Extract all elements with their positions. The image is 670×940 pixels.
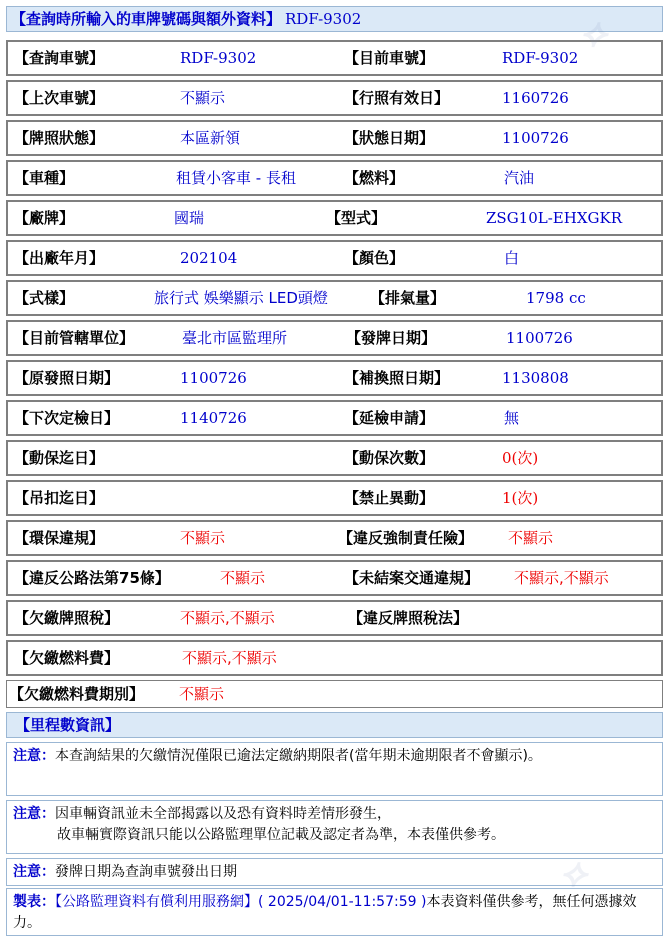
label-next-inspection: 【下次定檢日】	[14, 409, 120, 427]
info-row-license-tax-arrears	[6, 600, 663, 636]
value-environment-violation: 不顯示	[180, 529, 226, 547]
label-transfer-prohibited: 【禁止異動】	[344, 489, 435, 507]
info-row-plate-status	[6, 120, 663, 156]
value-fuel-fee-arrears: 不顯示,不顯示	[182, 649, 277, 667]
label-status-date: 【狀態日期】	[344, 129, 435, 147]
value-displacement: 1798 cc	[526, 289, 586, 307]
footer-text: 本表資料僅供參考，無任何憑據效力。	[13, 894, 637, 931]
info-row-body-style	[6, 280, 663, 316]
note-disclosure	[6, 800, 663, 854]
note-disclosure-line2: 故車輛實際資訊只能以公路監理單位記載及認定者為準，本表僅供參考。	[57, 827, 505, 843]
label-vehicle-type: 【車種】	[14, 169, 75, 187]
value-license-tax-arrears: 不顯示,不顯示	[180, 609, 275, 627]
value-license-valid-date: 1160726	[502, 89, 569, 107]
label-plate-issue-date: 【發牌日期】	[346, 329, 437, 347]
value-chattel-mortgage-count: 0(次)	[502, 449, 539, 467]
value-next-inspection: 1140726	[180, 409, 247, 427]
value-compulsory-insurance-violation: 不顯示	[508, 529, 554, 547]
value-current-plate: RDF-9302	[502, 49, 579, 67]
label-highway-act-violation: 【違反公路法第75條】	[14, 569, 170, 587]
mileage-section-header: 【里程數資訊】	[6, 712, 663, 738]
label-plate-status: 【牌照狀態】	[14, 129, 105, 147]
value-fuel-fee-periods: 不顯示	[179, 685, 225, 703]
label-fuel-fee-periods: 【欠繳燃料費期別】	[9, 685, 145, 703]
footer-source: 【公路監理資料有償利用服務網】	[55, 894, 258, 910]
value-query-plate: RDF-9302	[180, 49, 257, 67]
label-inspection-extension: 【延檢申請】	[344, 409, 435, 427]
label-suspension-end: 【吊扣迄日】	[14, 489, 105, 507]
label-license-tax-violation: 【違反牌照稅法】	[348, 609, 469, 627]
value-fuel: 汽油	[504, 169, 535, 187]
label-body-style: 【式樣】	[14, 289, 75, 307]
report-title-plate: RDF-9302	[285, 10, 362, 28]
note-issue-date-text: 發牌日期為查詢車號發出日期	[55, 864, 237, 880]
note-issue-date-label: 注意：	[13, 864, 55, 880]
note-disclosure-label: 注意：	[13, 806, 55, 822]
label-chattel-mortgage-end: 【動保迄日】	[14, 449, 105, 467]
note-arrears-text: 本查詢結果的欠繳情況僅限已逾法定繳納期限者(當年期未逾期限者不會顯示)。	[55, 748, 542, 764]
info-row-vehicle-type	[6, 160, 663, 196]
label-fuel-fee-arrears: 【欠繳燃料費】	[14, 649, 120, 667]
value-original-license-date: 1100726	[180, 369, 247, 387]
info-row-previous-plate	[6, 80, 663, 116]
label-environment-violation: 【環保違規】	[14, 529, 105, 547]
label-model: 【型式】	[326, 209, 387, 227]
note-issue-date	[6, 858, 663, 886]
info-row-brand	[6, 200, 663, 236]
label-manufacture-date: 【出廠年月】	[14, 249, 105, 267]
label-jurisdiction: 【目前管轄單位】	[14, 329, 135, 347]
label-brand: 【廠牌】	[14, 209, 75, 227]
label-license-tax-arrears: 【欠繳牌照稅】	[14, 609, 120, 627]
value-reissue-license-date: 1130808	[502, 369, 569, 387]
value-plate-status: 本區新領	[180, 129, 241, 147]
label-query-plate: 【查詢車號】	[14, 49, 105, 67]
label-previous-plate: 【上次車號】	[14, 89, 105, 107]
info-row-next-inspection	[6, 400, 663, 436]
label-color: 【顏色】	[344, 249, 405, 267]
note-disclosure-line1: 因車輛資訊並未全部揭露以及恐有資料時差情形發生，	[55, 806, 391, 822]
label-current-plate: 【目前車號】	[344, 49, 435, 67]
value-open-traffic-violations: 不顯示,不顯示	[514, 569, 609, 587]
info-row-environment-violation	[6, 520, 663, 556]
value-plate-issue-date: 1100726	[506, 329, 573, 347]
label-license-valid-date: 【行照有效日】	[344, 89, 450, 107]
footer-label: 製表：	[13, 894, 55, 910]
info-row-fuel-fee-periods	[6, 680, 663, 708]
note-arrears-label: 注意：	[13, 748, 55, 764]
info-row-original-license-date	[6, 360, 663, 396]
info-row-suspension	[6, 480, 663, 516]
info-row-manufacture-date	[6, 240, 663, 276]
info-row-fuel-fee-arrears	[6, 640, 663, 676]
report-title-label: 【查詢時所輸入的車牌號碼與額外資料】	[11, 10, 282, 28]
label-displacement: 【排氣量】	[370, 289, 446, 307]
info-row-jurisdiction	[6, 320, 663, 356]
info-row-highway-act-violation	[6, 560, 663, 596]
label-original-license-date: 【原發照日期】	[14, 369, 120, 387]
info-row-query-plate	[6, 40, 663, 76]
label-reissue-license-date: 【補換照日期】	[344, 369, 450, 387]
label-open-traffic-violations: 【未結案交通違規】	[344, 569, 480, 587]
value-highway-act-violation: 不顯示	[220, 569, 266, 587]
label-compulsory-insurance-violation: 【違反強制責任險】	[338, 529, 474, 547]
value-inspection-extension: 無	[504, 409, 520, 427]
value-jurisdiction: 臺北市區監理所	[182, 329, 288, 347]
info-row-chattel-mortgage	[6, 440, 663, 476]
value-vehicle-type: 租賃小客車 - 長租	[176, 169, 296, 187]
footer-timestamp: ( 2025/04/01-11:57:59 )	[258, 894, 427, 910]
label-fuel: 【燃料】	[344, 169, 405, 187]
report-title	[6, 6, 663, 32]
label-chattel-mortgage-count: 【動保次數】	[344, 449, 435, 467]
value-brand: 國瑞	[174, 209, 205, 227]
watermark-logo-top: ⟡	[580, 10, 607, 56]
value-model: ZSG10L-EHXGKR	[486, 209, 622, 227]
value-body-style: 旅行式 娛樂顯示 LED頭燈	[154, 289, 328, 307]
value-transfer-prohibited: 1(次)	[502, 489, 539, 507]
value-status-date: 1100726	[502, 129, 569, 147]
value-previous-plate: 不顯示	[180, 89, 226, 107]
value-manufacture-date: 202104	[180, 249, 238, 267]
note-arrears	[6, 742, 663, 796]
value-color: 白	[504, 249, 520, 267]
report-footer	[6, 888, 663, 936]
